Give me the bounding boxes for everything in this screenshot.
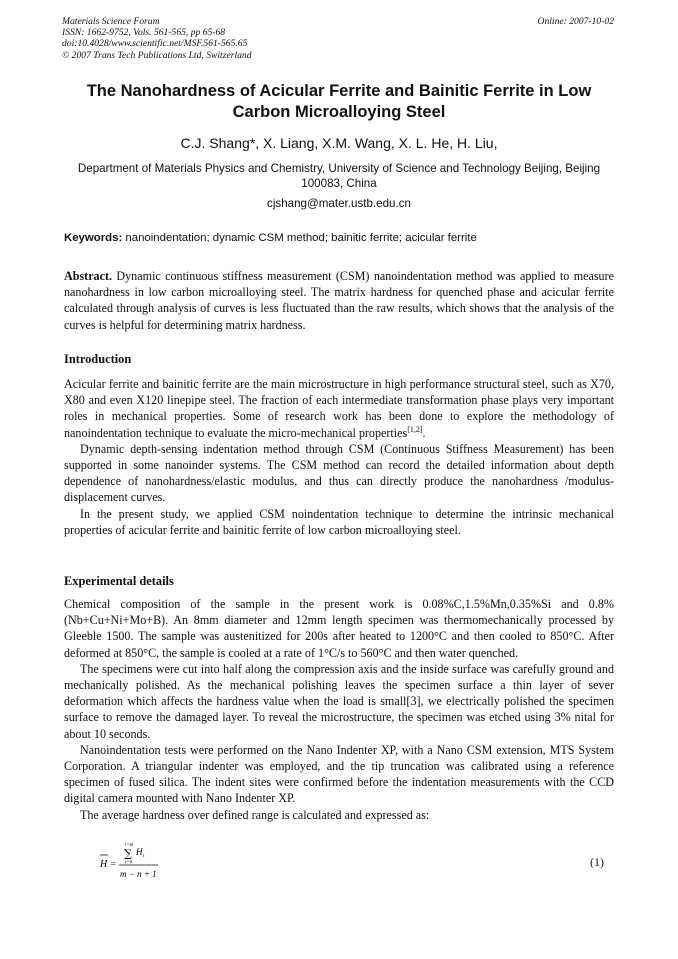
summation-sign: ∑ — [124, 847, 132, 860]
journal-header — [62, 16, 422, 61]
equals-sign: = — [110, 859, 117, 869]
sum-lower-limit: i=n — [125, 860, 133, 865]
intro-paragraph-1-text: Acicular ferrite and bainitic ferrite are the main microstructure in high performance structural steel, such as X70, X80 and even X120 linepipe steel. The fraction of each intermediate transformation phase plays very important roles in mechanical properties. Some of research work has been done to explore the methodology of nanoindentation technique to evaluate the micro-mechanical properties — [64, 377, 614, 440]
average-hardness-equation — [98, 840, 198, 884]
keywords-text: nanoindentation; dynamic CSM method; bainitic ferrite; acicular ferrite — [122, 232, 477, 244]
abstract-label: Abstract. — [64, 269, 113, 283]
online-date: Online: 2007-10-02 — [537, 16, 614, 27]
journal-name: Materials Science Forum — [62, 16, 160, 27]
keywords-label: Keywords: — [64, 232, 123, 244]
abstract — [64, 268, 614, 333]
exp-paragraph-2: The specimens were cut into half along the compression axis and the inside surface was carefully ground and mechanically polished. As the mechanical polishing leaves the specimen surface a thin layer of sever deformation which affects the hardness value when the load is small[3], we electrically polished the specimen surface to remove the damaged layer. To reveal the microstructure, the specimen was etched using 3% nital for about 10 seconds. — [64, 661, 614, 741]
exp-paragraph-4: The average hardness over defined range is calculated and expressed as: — [80, 807, 430, 822]
keywords — [64, 231, 614, 246]
equation-number: (1) — [590, 855, 604, 869]
intro-paragraph-1 — [64, 376, 614, 441]
sum-upper-limit: i=m — [125, 843, 134, 848]
lhs-symbol: H — [100, 859, 108, 870]
contact-email: cjshang@mater.ustb.edu.cn — [267, 197, 411, 210]
issn-line: ISSN: 1662-9752, Vols. 561-565, pp 65-68 — [62, 27, 226, 39]
doi-line: doi:10.4028/www.scientific.net/MSF.561-565.65 — [62, 38, 248, 50]
denominator: m − n + 1 — [120, 869, 157, 879]
intro-paragraph-1-end: . — [422, 425, 426, 440]
experimental-heading: Experimental details — [64, 574, 174, 588]
paper-title: The Nanohardness of Acicular Ferrite and Bainitic Ferrite in Low Carbon Microalloying Steel — [86, 82, 592, 121]
citation-ref: [1,2] — [407, 424, 423, 434]
intro-paragraph-2: Dynamic depth-sensing indentation method through CSM (Continuous Stiffness Measurement) has been supported in some nanoinder systems. The CSM method can record the detailed information about depth dependence of nanohardness/elastic modulus, and thus can directly produce the nanohardness /modulus-displacement curves. — [64, 441, 614, 505]
equation-graphic — [98, 840, 198, 884]
experimental-section — [64, 596, 614, 823]
copyright-line: © 2007 Trans Tech Publications Ltd, Switzerland — [62, 49, 252, 61]
intro-paragraph-3: In the present study, we applied CSM noindentation technique to determine the intrinsic mechanical properties of acicular ferrite and bainitic ferrite of low carbon microalloying steel. — [64, 506, 614, 537]
introduction-section — [64, 376, 614, 538]
abstract-text: Dynamic continuous stiffness measurement (CSM) nanoindentation method was applied to measure nanohardness in low carbon microalloying steel. The matrix hardness for quenched phase and acicular ferrite calculated through analysis of curves is less fluctuated than the raw results, which shows that the analysis of the curves is helpful for determining matrix hardness. — [64, 269, 614, 332]
author-list: C.J. Shang*, X. Liang, X.M. Wang, X. L. He, H. Liu, — [180, 135, 498, 151]
summand: H — [136, 847, 143, 857]
exp-paragraph-3: Nanoindentation tests were performed on the Nano Indenter XP, with a Nano CSM extension, MTS System Corporation. A triangular indenter was employed, and the tip truncation was calibrated using a reference specimen of fused silica. The indent sites were confirmed before the indentation measurements with the CCD digital camera mounted with Nano Indenter XP. — [64, 742, 614, 806]
introduction-heading: Introduction — [64, 352, 132, 366]
exp-paragraph-1: Chemical composition of the sample in the present work is 0.08%C,1.5%Mn,0.35%Si and 0.8%(Nb+Cu+Ni+Mo+B). An 8mm diameter and 12mm length specimen was thermomechanically processed by Gleeble 1500. The sample was austenitized for 200s after heated to 1200°C and then cooled to 850°C. After deformed at 850°C, the sample is cooled at a rate of 1°C/s to 560°C and then water quenched. — [64, 597, 614, 660]
summand-subscript: i — [143, 854, 145, 859]
affiliation: Department of Materials Physics and Chemistry, University of Science and Technology Beijing, Beijing 100083, China — [77, 162, 601, 191]
